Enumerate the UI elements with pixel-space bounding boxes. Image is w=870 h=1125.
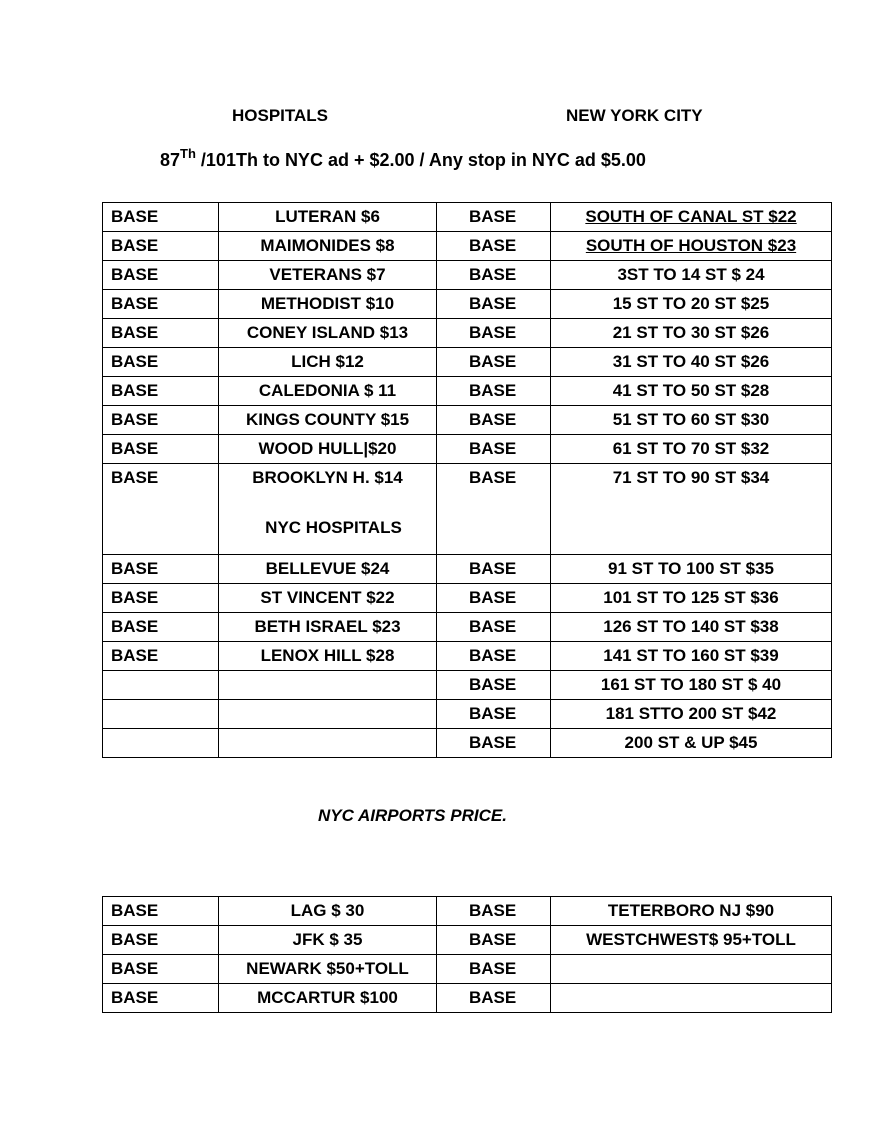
hospital-price — [219, 700, 437, 729]
hospital-price: LENOX HILL $28 — [219, 642, 437, 671]
airport-price-table — [102, 896, 832, 1013]
base-label: BASE — [437, 926, 551, 955]
hospital-price-table — [102, 202, 832, 758]
hospital-price: BELLEVUE $24 — [219, 555, 437, 584]
table-row — [103, 377, 832, 406]
base-label: BASE — [437, 671, 551, 700]
base-label — [103, 700, 219, 729]
table-row — [103, 955, 832, 984]
hospital-price: MAIMONIDES $8 — [219, 232, 437, 261]
base-label: BASE — [103, 261, 219, 290]
zone-price: 101 ST TO 125 ST $36 — [551, 584, 832, 613]
airport-price: LAG $ 30 — [219, 897, 437, 926]
other-destination-price — [551, 955, 832, 984]
zone-price: SOUTH OF HOUSTON $23 — [551, 232, 832, 261]
zone-price: 161 ST TO 180 ST $ 40 — [551, 671, 832, 700]
base-label — [103, 671, 219, 700]
zone-price: 141 ST TO 160 ST $39 — [551, 642, 832, 671]
base-label: BASE — [437, 613, 551, 642]
table-row — [103, 435, 832, 464]
table-row — [103, 232, 832, 261]
new-york-city-heading: NEW YORK CITY — [566, 106, 703, 125]
base-label: BASE — [437, 642, 551, 671]
surcharge-prefix: 87 — [160, 150, 181, 170]
table-row — [103, 984, 832, 1013]
airport-price: MCCARTUR $100 — [219, 984, 437, 1013]
base-label: BASE — [103, 464, 219, 555]
base-label — [103, 729, 219, 758]
table-row — [103, 406, 832, 435]
base-label: BASE — [103, 290, 219, 319]
zone-price: 91 ST TO 100 ST $35 — [551, 555, 832, 584]
table-row — [103, 464, 832, 555]
airports-title: NYC AIRPORTS PRICE. — [318, 806, 507, 825]
zone-price: 31 ST TO 40 ST $26 — [551, 348, 832, 377]
table-row — [103, 348, 832, 377]
base-label: BASE — [437, 348, 551, 377]
hospital-price: ST VINCENT $22 — [219, 584, 437, 613]
base-label: BASE — [437, 584, 551, 613]
base-label: BASE — [103, 555, 219, 584]
base-label: BASE — [437, 203, 551, 232]
table-row — [103, 555, 832, 584]
surcharge-text: /101Th to NYC ad + $2.00 / Any stop in NYC ad $5.00 — [195, 150, 646, 170]
zone-price: 51 ST TO 60 ST $30 — [551, 406, 832, 435]
hospital-price: CONEY ISLAND $13 — [219, 319, 437, 348]
hospitals-heading: HOSPITALS — [232, 106, 329, 125]
airport-price: JFK $ 35 — [219, 926, 437, 955]
base-label: BASE — [437, 377, 551, 406]
hospital-price: LICH $12 — [219, 348, 437, 377]
hospital-price — [219, 729, 437, 758]
base-label: BASE — [103, 584, 219, 613]
base-label: BASE — [437, 984, 551, 1013]
base-label: BASE — [437, 897, 551, 926]
base-label: BASE — [103, 203, 219, 232]
base-label: BASE — [437, 232, 551, 261]
base-label: BASE — [103, 984, 219, 1013]
base-label: BASE — [103, 613, 219, 642]
hospital-price: VETERANS $7 — [219, 261, 437, 290]
table-row — [103, 671, 832, 700]
hospital-price: BETH ISRAEL $23 — [219, 613, 437, 642]
table-row — [103, 290, 832, 319]
zone-price: 41 ST TO 50 ST $28 — [551, 377, 832, 406]
table-row — [103, 584, 832, 613]
base-label: BASE — [103, 319, 219, 348]
zone-price: 3ST TO 14 ST $ 24 — [551, 261, 832, 290]
nyc-hospitals-subheading: NYC HOSPITALS — [265, 518, 402, 537]
table-row — [103, 700, 832, 729]
table-row — [103, 203, 832, 232]
base-label: BASE — [437, 555, 551, 584]
base-label: BASE — [103, 377, 219, 406]
base-label: BASE — [437, 955, 551, 984]
other-destination-price: TETERBORO NJ $90 — [551, 897, 832, 926]
base-label: BASE — [103, 232, 219, 261]
hospital-price — [219, 671, 437, 700]
base-label: BASE — [437, 700, 551, 729]
table-row — [103, 319, 832, 348]
base-label: BASE — [103, 642, 219, 671]
other-destination-price — [551, 984, 832, 1013]
base-label: BASE — [103, 926, 219, 955]
surcharge-superscript: Th — [180, 146, 196, 161]
airport-price: NEWARK $50+TOLL — [219, 955, 437, 984]
base-label: BASE — [437, 290, 551, 319]
zone-price: 181 STTO 200 ST $42 — [551, 700, 832, 729]
base-label: BASE — [437, 319, 551, 348]
other-destination-price: WESTCHWEST$ 95+TOLL — [551, 926, 832, 955]
table-row — [103, 897, 832, 926]
table-row — [103, 729, 832, 758]
base-label: BASE — [437, 406, 551, 435]
hospital-price: CALEDONIA $ 11 — [219, 377, 437, 406]
base-label: BASE — [437, 729, 551, 758]
base-label: BASE — [103, 435, 219, 464]
hospital-price: WOOD HULL|$20 — [219, 435, 437, 464]
zone-price: 126 ST TO 140 ST $38 — [551, 613, 832, 642]
base-label: BASE — [103, 406, 219, 435]
table-row — [103, 613, 832, 642]
zone-price: 71 ST TO 90 ST $34 — [551, 464, 832, 555]
table-row — [103, 261, 832, 290]
zone-price: 61 ST TO 70 ST $32 — [551, 435, 832, 464]
base-label: BASE — [103, 348, 219, 377]
table-row — [103, 642, 832, 671]
table-row — [103, 926, 832, 955]
base-label: BASE — [103, 955, 219, 984]
zone-price: SOUTH OF CANAL ST $22 — [551, 203, 832, 232]
zone-price: 200 ST & UP $45 — [551, 729, 832, 758]
base-label: BASE — [437, 261, 551, 290]
base-label: BASE — [437, 435, 551, 464]
surcharge-note — [160, 146, 646, 171]
base-label: BASE — [437, 464, 551, 555]
base-label: BASE — [103, 897, 219, 926]
zone-price: 15 ST TO 20 ST $25 — [551, 290, 832, 319]
zone-price: 21 ST TO 30 ST $26 — [551, 319, 832, 348]
hospital-price: METHODIST $10 — [219, 290, 437, 319]
hospital-price: LUTERAN $6 — [219, 203, 437, 232]
hospital-price: BROOKLYN H. $14 — [252, 468, 403, 487]
hospital-cell — [219, 464, 437, 555]
hospital-price: KINGS COUNTY $15 — [219, 406, 437, 435]
